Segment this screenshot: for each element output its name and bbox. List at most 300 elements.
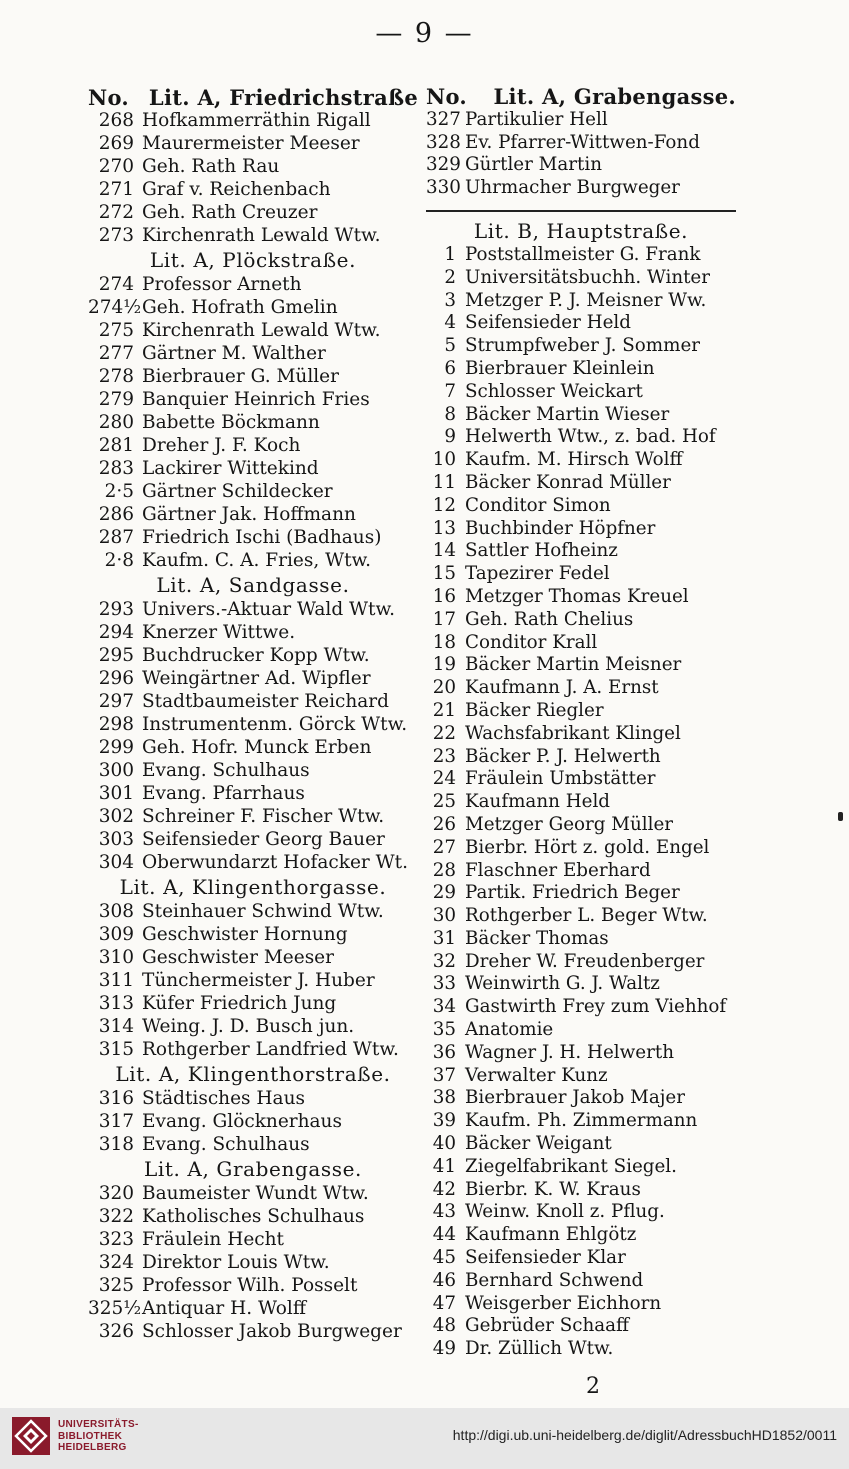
resident-name: Kaufm. M. Hirsch Wolff bbox=[465, 449, 683, 471]
house-number: 18 bbox=[432, 631, 456, 653]
directory-entry bbox=[426, 905, 736, 928]
header-no-label: No. bbox=[88, 86, 130, 109]
directory-entry bbox=[88, 851, 418, 874]
resident-name: Metzger P. J. Meisner Ww. bbox=[465, 289, 707, 311]
house-number: 327 bbox=[426, 108, 461, 130]
resident-name: Wachsfabrikant Klingel bbox=[465, 722, 681, 744]
directory-entry bbox=[426, 518, 736, 541]
house-number: 318 bbox=[98, 1134, 134, 1155]
resident-name: Buchdrucker Kopp Wtw. bbox=[142, 645, 370, 666]
resident-name: Babette Böckmann bbox=[142, 412, 320, 433]
house-number: 4 bbox=[444, 312, 456, 334]
directory-entry bbox=[426, 609, 736, 632]
resident-name: Bäcker P. J. Helwerth bbox=[465, 745, 661, 767]
resident-name: Dreher W. Freudenberger bbox=[465, 950, 705, 972]
house-number: 277 bbox=[98, 343, 134, 364]
house-number: 15 bbox=[432, 563, 456, 585]
house-number: 32 bbox=[432, 950, 456, 972]
house-number: 296 bbox=[98, 668, 134, 689]
house-number: 302 bbox=[98, 806, 134, 827]
resident-name: Bierbrauer Kleinlein bbox=[465, 357, 655, 379]
left-column bbox=[88, 86, 418, 1343]
house-number: 40 bbox=[432, 1133, 456, 1155]
directory-entry bbox=[426, 267, 736, 290]
directory-entry bbox=[426, 996, 736, 1019]
directory-entry bbox=[426, 1156, 736, 1179]
resident-name: Stadtbaumeister Reichard bbox=[142, 691, 389, 712]
library-name bbox=[58, 1419, 139, 1454]
house-number: 36 bbox=[432, 1041, 456, 1063]
resident-name: Geh. Hofrath Gmelin bbox=[142, 297, 338, 318]
ink-spot bbox=[838, 812, 843, 821]
resident-name: Dr. Züllich Wtw. bbox=[465, 1338, 614, 1360]
resident-name: Poststallmeister G. Frank bbox=[465, 243, 701, 265]
resident-name: Bierbr. Hört z. gold. Engel bbox=[465, 836, 710, 858]
resident-name: Gärtner M. Walther bbox=[142, 343, 326, 364]
house-number: 35 bbox=[432, 1019, 456, 1041]
directory-entry bbox=[88, 969, 418, 992]
directory-entry bbox=[88, 457, 418, 480]
directory-entry bbox=[88, 1087, 418, 1110]
directory-entry bbox=[88, 1274, 418, 1297]
directory-entry bbox=[426, 586, 736, 609]
directory-entry bbox=[426, 1087, 736, 1110]
directory-entry bbox=[426, 1133, 736, 1156]
resident-name: Bäcker Martin Meisner bbox=[465, 654, 682, 676]
resident-name: Direktor Louis Wtw. bbox=[142, 1252, 330, 1273]
resident-name: Evang. Glöcknerhaus bbox=[142, 1111, 342, 1132]
directory-entry bbox=[88, 1110, 418, 1133]
resident-name: Anatomie bbox=[465, 1019, 554, 1041]
directory-entry bbox=[426, 154, 736, 177]
resident-name: Ziegelfabrikant Siegel. bbox=[465, 1155, 677, 1177]
library-name-line3: HEIDELBERG bbox=[58, 1442, 127, 1453]
resident-name: Universitätsbuchh. Winter bbox=[465, 266, 710, 288]
library-name-line1: UNIVERSITÄTS- bbox=[58, 1419, 139, 1430]
directory-entry bbox=[88, 667, 418, 690]
directory-entry bbox=[426, 290, 736, 313]
directory-entry bbox=[426, 1201, 736, 1224]
directory-entry bbox=[426, 312, 736, 335]
directory-entry bbox=[426, 1293, 736, 1316]
directory-entry bbox=[426, 882, 736, 905]
resident-name: Univers.-Aktuar Wald Wtw. bbox=[142, 599, 396, 620]
house-number: 329 bbox=[426, 154, 461, 176]
directory-entry bbox=[88, 434, 418, 457]
resident-name: Weing. J. D. Busch jun. bbox=[142, 1016, 355, 1037]
directory-entry bbox=[426, 632, 736, 655]
resident-name: Bäcker Thomas bbox=[465, 927, 609, 949]
house-number: 330 bbox=[426, 177, 461, 199]
house-number: 20 bbox=[432, 677, 456, 699]
house-number: 22 bbox=[432, 722, 456, 744]
resident-name: Bierbrauer Jakob Majer bbox=[465, 1087, 685, 1109]
resident-name: Weinwirth G. J. Waltz bbox=[465, 973, 660, 995]
resident-name: Geh. Rath Creuzer bbox=[142, 202, 318, 223]
directory-entry bbox=[88, 644, 418, 667]
directory-entry bbox=[426, 563, 736, 586]
house-number: 34 bbox=[432, 996, 456, 1018]
directory-entry bbox=[88, 178, 418, 201]
house-number: 43 bbox=[432, 1201, 456, 1223]
directory-entry bbox=[426, 449, 736, 472]
directory-entry bbox=[426, 244, 736, 267]
source-url[interactable]: http://digi.ub.uni-heidelberg.de/diglit/AdressbuchHD1852/0011 bbox=[452, 1427, 837, 1443]
house-number: 33 bbox=[432, 973, 456, 995]
directory-entry bbox=[426, 1224, 736, 1247]
directory-entry bbox=[426, 700, 736, 723]
resident-name: Kaufmann Held bbox=[465, 791, 611, 813]
house-number: 272 bbox=[98, 202, 134, 223]
resident-name: Flaschner Eberhard bbox=[465, 859, 651, 881]
house-number: 269 bbox=[98, 133, 134, 154]
directory-entry bbox=[88, 224, 418, 247]
house-number: 2 bbox=[444, 266, 456, 288]
column-rule bbox=[426, 210, 736, 212]
directory-entry bbox=[426, 677, 736, 700]
house-number: 47 bbox=[432, 1292, 456, 1314]
directory-entry bbox=[426, 1110, 736, 1133]
house-number: 6 bbox=[444, 357, 456, 379]
section-heading bbox=[88, 1061, 418, 1087]
house-number: 44 bbox=[432, 1224, 456, 1246]
directory-entry bbox=[88, 1205, 418, 1228]
house-number: 8 bbox=[444, 403, 456, 425]
directory-entry bbox=[88, 713, 418, 736]
resident-name: Buchbinder Höpfner bbox=[465, 517, 656, 539]
directory-entry bbox=[88, 900, 418, 923]
house-number: 280 bbox=[98, 412, 134, 433]
resident-name: Rothgerber Landfried Wtw. bbox=[142, 1039, 399, 1060]
house-number: 7 bbox=[444, 380, 456, 402]
header-street: Lit. A, Grabengasse. bbox=[493, 86, 736, 109]
directory-entry bbox=[88, 296, 418, 319]
house-number: 278 bbox=[98, 366, 134, 387]
house-number: 270 bbox=[98, 156, 134, 177]
house-number: 274½ bbox=[88, 297, 142, 318]
resident-name: Seifensieder Held bbox=[465, 312, 631, 334]
directory-entry bbox=[88, 1228, 418, 1251]
directory-entry bbox=[426, 404, 736, 427]
house-number: 274 bbox=[98, 274, 134, 295]
house-number: 31 bbox=[432, 927, 456, 949]
directory-entry bbox=[88, 132, 418, 155]
directory-entry bbox=[426, 814, 736, 837]
directory-entry bbox=[88, 1182, 418, 1205]
directory-entry bbox=[88, 1251, 418, 1274]
house-number: 45 bbox=[432, 1247, 456, 1269]
directory-entry bbox=[426, 472, 736, 495]
house-number: 304 bbox=[98, 852, 134, 873]
resident-name: Kaufmann Ehlgötz bbox=[465, 1224, 637, 1246]
resident-name: Strumpfweber J. Sommer bbox=[465, 335, 701, 357]
resident-name: Uhrmacher Burgweger bbox=[465, 177, 680, 199]
directory-entry bbox=[88, 480, 418, 503]
house-number: 19 bbox=[432, 654, 456, 676]
header-no-label: No. bbox=[426, 86, 468, 109]
resident-name: Verwalter Kunz bbox=[465, 1064, 608, 1086]
house-number: 271 bbox=[98, 179, 134, 200]
directory-entry bbox=[88, 319, 418, 342]
page-number-value: 9 bbox=[414, 18, 435, 49]
resident-name: Seifensieder Georg Bauer bbox=[142, 829, 385, 850]
resident-name: Professor Wilh. Posselt bbox=[142, 1275, 358, 1296]
resident-name: Dreher J. F. Koch bbox=[142, 435, 301, 456]
house-number: 5 bbox=[444, 335, 456, 357]
house-number: 25 bbox=[432, 791, 456, 813]
directory-entry bbox=[426, 1247, 736, 1270]
directory-entry bbox=[426, 973, 736, 996]
resident-name: Instrumentenm. Görck Wtw. bbox=[142, 714, 408, 735]
house-number: 14 bbox=[432, 540, 456, 562]
house-number: 279 bbox=[98, 389, 134, 410]
house-number: 281 bbox=[98, 435, 134, 456]
directory-entry bbox=[88, 342, 418, 365]
directory-entry bbox=[426, 1019, 736, 1042]
house-number: 298 bbox=[98, 714, 134, 735]
section-title: Lit. A, Klingenthorstraße. bbox=[115, 1062, 391, 1086]
house-number: 24 bbox=[432, 768, 456, 790]
house-number: 299 bbox=[98, 737, 134, 758]
resident-name: Schreiner F. Fischer Wtw. bbox=[142, 806, 385, 827]
resident-name: Gürtler Martin bbox=[465, 154, 603, 176]
house-number: 313 bbox=[98, 993, 134, 1014]
house-number: 300 bbox=[98, 760, 134, 781]
directory-entry bbox=[426, 1065, 736, 1088]
header-street: Lit. A, Friedrichstraße bbox=[148, 86, 418, 109]
house-number: 287 bbox=[98, 527, 134, 548]
directory-entry bbox=[88, 1015, 418, 1038]
house-number: 2·5 bbox=[104, 481, 134, 502]
house-number: 308 bbox=[98, 901, 134, 922]
resident-name: Steinhauer Schwind Wtw. bbox=[142, 901, 384, 922]
resident-name: Banquier Heinrich Fries bbox=[142, 389, 370, 410]
section-title: Lit. A, Plöckstraße. bbox=[149, 248, 357, 272]
section-title: Lit. A, Grabengasse. bbox=[143, 1157, 362, 1181]
resident-name: Gastwirth Frey zum Viehhof bbox=[465, 996, 727, 1018]
library-name-line2: BIBLIOTHEK bbox=[58, 1430, 123, 1442]
house-number: 324 bbox=[98, 1252, 134, 1273]
directory-entry bbox=[426, 1338, 736, 1361]
page-number: — 9 — bbox=[375, 18, 474, 49]
house-number: 27 bbox=[432, 836, 456, 858]
resident-name: Bierbr. K. W. Kraus bbox=[465, 1178, 641, 1200]
house-number: 39 bbox=[432, 1110, 456, 1132]
directory-entry bbox=[426, 860, 736, 883]
directory-entry bbox=[88, 411, 418, 434]
directory-entry bbox=[88, 828, 418, 851]
resident-name: Antiquar H. Wolff bbox=[142, 1298, 306, 1319]
directory-entry bbox=[426, 132, 736, 155]
directory-entry bbox=[88, 1133, 418, 1156]
section-title: Lit. A, Klingenthorgasse. bbox=[119, 875, 387, 899]
resident-name: Kaufm. Ph. Zimmermann bbox=[465, 1110, 698, 1132]
resident-name: Bäcker Weigant bbox=[465, 1133, 612, 1155]
directory-entry bbox=[88, 992, 418, 1015]
resident-name: Geh. Rath Rau bbox=[142, 156, 280, 177]
house-number: 26 bbox=[432, 813, 456, 835]
directory-entry bbox=[88, 621, 418, 644]
directory-entry bbox=[88, 155, 418, 178]
directory-entry bbox=[88, 690, 418, 713]
house-number: 2·8 bbox=[104, 550, 134, 571]
resident-name: Tapezirer Fedel bbox=[465, 563, 610, 585]
resident-name: Fräulein Hecht bbox=[142, 1229, 284, 1250]
directory-entry bbox=[426, 426, 736, 449]
resident-name: Ev. Pfarrer-Wittwen-Fond bbox=[465, 131, 700, 153]
house-number: 1 bbox=[444, 243, 456, 265]
resident-name: Partikulier Hell bbox=[465, 108, 608, 130]
resident-name: Evang. Schulhaus bbox=[142, 760, 310, 781]
directory-entry bbox=[88, 598, 418, 621]
directory-entry bbox=[426, 381, 736, 404]
resident-name: Städtisches Haus bbox=[142, 1088, 305, 1109]
resident-name: Schlosser Jakob Burgweger bbox=[142, 1321, 402, 1342]
section-title: Lit. B, Hauptstraße. bbox=[473, 218, 689, 243]
resident-name: Bäcker Martin Wieser bbox=[465, 403, 670, 425]
house-number: 316 bbox=[98, 1088, 134, 1109]
directory-entry bbox=[426, 837, 736, 860]
column-header bbox=[426, 86, 736, 109]
house-number: 10 bbox=[432, 449, 456, 471]
house-number: 49 bbox=[432, 1338, 456, 1360]
resident-name: Tünchermeister J. Huber bbox=[142, 970, 375, 991]
resident-name: Kaufm. C. A. Fries, Wtw. bbox=[142, 550, 372, 571]
directory-entry bbox=[426, 109, 736, 132]
directory-entry bbox=[88, 1297, 418, 1320]
directory-entry bbox=[426, 177, 736, 200]
house-number: 323 bbox=[98, 1229, 134, 1250]
directory-entry bbox=[426, 791, 736, 814]
resident-name: Wagner J. H. Helwerth bbox=[465, 1041, 674, 1063]
directory-entry bbox=[88, 365, 418, 388]
resident-name: Sattler Hofheinz bbox=[465, 540, 618, 562]
house-number: 41 bbox=[432, 1155, 456, 1177]
resident-name: Geh. Rath Chelius bbox=[465, 608, 634, 630]
signature-mark: 2 bbox=[586, 1374, 600, 1399]
resident-name: Kaufmann J. A. Ernst bbox=[465, 677, 659, 699]
resident-name: Baumeister Wundt Wtw. bbox=[142, 1183, 369, 1204]
resident-name: Kirchenrath Lewald Wtw. bbox=[142, 225, 381, 246]
directory-entry bbox=[426, 540, 736, 563]
section-heading bbox=[426, 218, 736, 244]
resident-name: Friedrich Ischi (Badhaus) bbox=[142, 527, 382, 548]
house-number: 317 bbox=[98, 1111, 134, 1132]
house-number: 16 bbox=[432, 585, 456, 607]
house-number: 273 bbox=[98, 225, 134, 246]
house-number: 320 bbox=[98, 1183, 134, 1204]
resident-name: Metzger Georg Müller bbox=[465, 813, 674, 835]
directory-entry bbox=[426, 928, 736, 951]
resident-name: Maurermeister Meeser bbox=[142, 133, 360, 154]
directory-entry bbox=[88, 782, 418, 805]
house-number: 325½ bbox=[88, 1298, 142, 1319]
directory-entry bbox=[426, 1315, 736, 1338]
house-number: 293 bbox=[98, 599, 134, 620]
right-column bbox=[426, 86, 736, 1361]
resident-name: Geschwister Hornung bbox=[142, 924, 348, 945]
directory-entry bbox=[426, 746, 736, 769]
section-heading bbox=[88, 874, 418, 900]
house-number: 13 bbox=[432, 517, 456, 539]
resident-name: Gärtner Schildecker bbox=[142, 481, 333, 502]
house-number: 311 bbox=[98, 970, 134, 991]
resident-name: Professor Arneth bbox=[142, 274, 302, 295]
house-number: 28 bbox=[432, 859, 456, 881]
directory-entry bbox=[88, 201, 418, 224]
directory-entry bbox=[426, 358, 736, 381]
house-number: 21 bbox=[432, 699, 456, 721]
resident-name: Metzger Thomas Kreuel bbox=[465, 585, 689, 607]
directory-entry bbox=[88, 388, 418, 411]
directory-entry bbox=[426, 1270, 736, 1293]
directory-entry bbox=[88, 549, 418, 572]
resident-name: Weinw. Knoll z. Pflug. bbox=[465, 1201, 665, 1223]
house-number: 310 bbox=[98, 947, 134, 968]
house-number: 9 bbox=[444, 426, 456, 448]
directory-entry bbox=[426, 768, 736, 791]
house-number: 294 bbox=[98, 622, 134, 643]
directory-entry bbox=[88, 736, 418, 759]
resident-name: Kirchenrath Lewald Wtw. bbox=[142, 320, 381, 341]
directory-entry bbox=[88, 923, 418, 946]
house-number: 328 bbox=[426, 131, 461, 153]
house-number: 301 bbox=[98, 783, 134, 804]
directory-entry bbox=[88, 503, 418, 526]
resident-name: Weisgerber Eichhorn bbox=[465, 1292, 662, 1314]
resident-name: Geschwister Meeser bbox=[142, 947, 334, 968]
house-number: 12 bbox=[432, 494, 456, 516]
directory-entry bbox=[88, 1320, 418, 1343]
directory-entry bbox=[88, 759, 418, 782]
house-number: 309 bbox=[98, 924, 134, 945]
resident-name: Oberwundarzt Hofacker Wt. bbox=[142, 852, 408, 873]
resident-name: Rothgerber L. Beger Wtw. bbox=[465, 905, 708, 927]
house-number: 275 bbox=[98, 320, 134, 341]
directory-entry bbox=[88, 946, 418, 969]
section-title: Lit. A, Sandgasse. bbox=[156, 573, 350, 597]
directory-entry bbox=[88, 1038, 418, 1061]
directory-entry bbox=[426, 951, 736, 974]
resident-name: Evang. Pfarrhaus bbox=[142, 783, 305, 804]
resident-name: Bäcker Konrad Müller bbox=[465, 471, 671, 493]
house-number: 23 bbox=[432, 745, 456, 767]
house-number: 37 bbox=[432, 1064, 456, 1086]
resident-name: Conditor Krall bbox=[465, 631, 598, 653]
directory-entry bbox=[426, 654, 736, 677]
resident-name: Seifensieder Klar bbox=[465, 1247, 626, 1269]
house-number: 314 bbox=[98, 1016, 134, 1037]
house-number: 322 bbox=[98, 1206, 134, 1227]
resident-name: Schlosser Weickart bbox=[465, 380, 643, 402]
section-heading bbox=[88, 572, 418, 598]
section-heading bbox=[88, 247, 418, 273]
house-number: 30 bbox=[432, 905, 456, 927]
resident-name: Lackirer Wittekind bbox=[142, 458, 319, 479]
resident-name: Bäcker Riegler bbox=[465, 699, 604, 721]
house-number: 29 bbox=[432, 882, 456, 904]
library-logo-icon bbox=[12, 1417, 50, 1455]
directory-entry bbox=[426, 723, 736, 746]
directory-entry bbox=[88, 526, 418, 549]
directory-entry bbox=[88, 109, 418, 132]
directory-entry bbox=[88, 273, 418, 296]
resident-name: Gärtner Jak. Hoffmann bbox=[142, 504, 356, 525]
resident-name: Küfer Friedrich Jung bbox=[142, 993, 337, 1014]
house-number: 315 bbox=[98, 1039, 134, 1060]
house-number: 286 bbox=[98, 504, 134, 525]
resident-name: Conditor Simon bbox=[465, 494, 611, 516]
